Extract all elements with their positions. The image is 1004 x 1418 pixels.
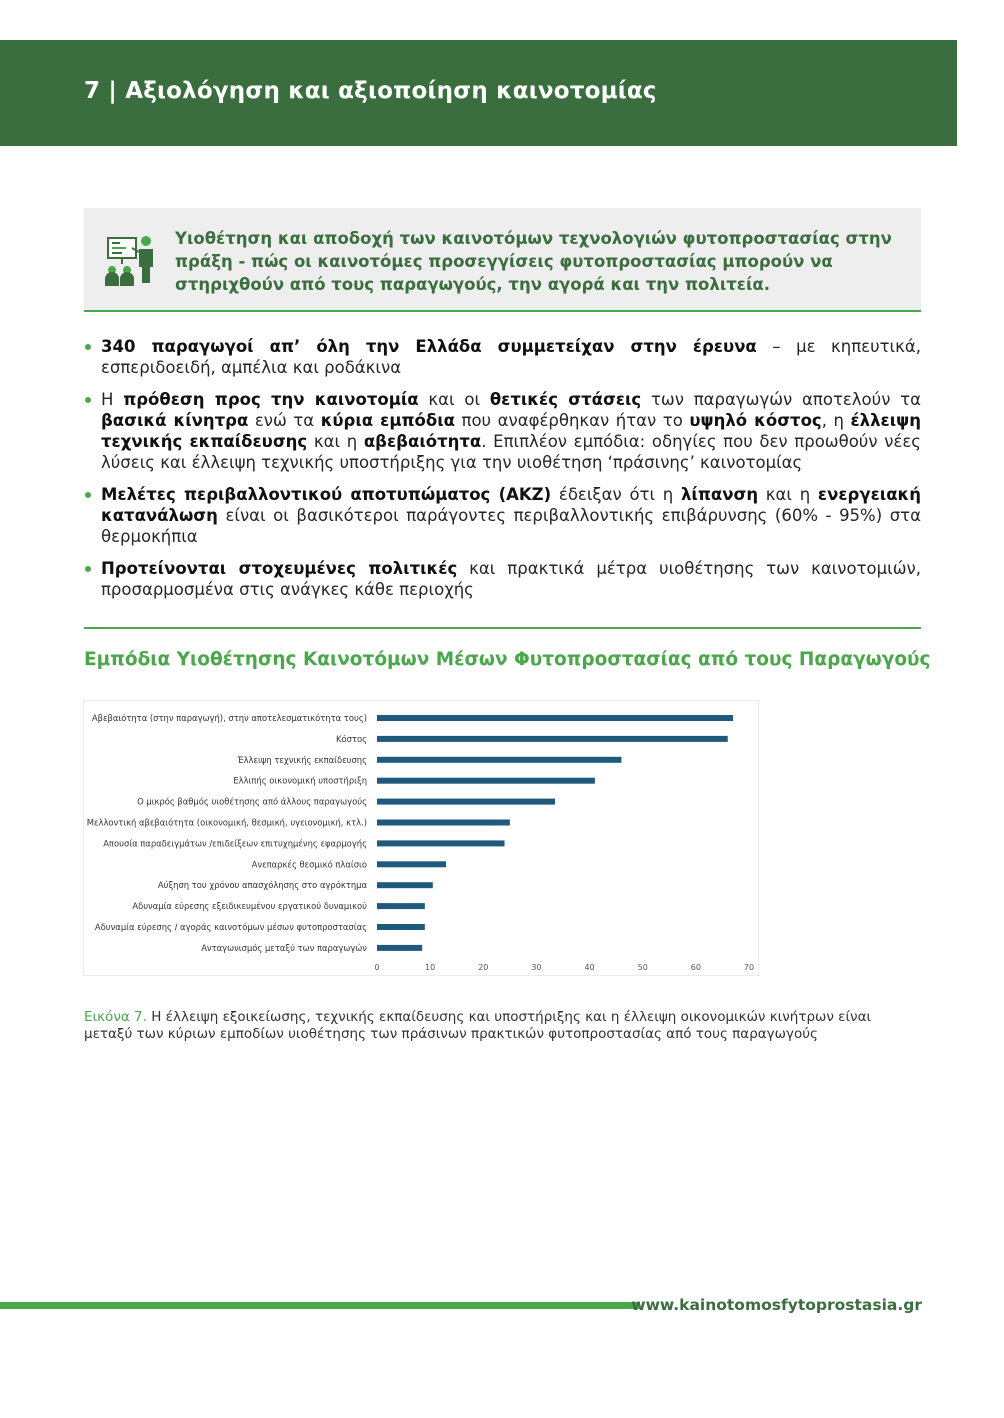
bullet-bold-text: λίπανση — [680, 485, 759, 504]
bar — [377, 715, 733, 721]
bullet-text: . Επιπλέον εμπόδια: οδηγίες που δεν προωθούν νέες λύσεις και έλλειψη τεχνικής υποστήριξης για την υιοθέτηση ‘πράσινης’ καινοτομίας — [101, 432, 921, 472]
bar-chart — [83, 700, 759, 976]
bullet-text: είναι οι βασικότεροι παράγοντες περιβαλλοντικής επιβάρυνσης (60% - 95%) στα θερμοκήπια — [101, 506, 921, 546]
bar — [377, 820, 510, 826]
category-label: Αδυναμία εύρεσης εξειδικευμένου εργατικού δυναμικού — [132, 901, 367, 912]
bullet-bold-text: κύρια εμπόδια — [320, 411, 455, 430]
category-label: Κόστος — [335, 733, 367, 744]
bar — [377, 778, 595, 784]
page-title: 7 | Αξιολόγηση και αξιοποίηση καινοτομίας — [84, 78, 657, 104]
bar — [377, 736, 728, 742]
x-tick-label: 50 — [637, 963, 648, 972]
footer-rule — [0, 1302, 640, 1309]
list-item — [84, 336, 921, 378]
bullet-bold-text: 340 παραγωγοί απ’ όλη την Ελλάδα συμμετείχαν στην έρευνα — [101, 337, 757, 356]
bullet-bold-text: θετικές στάσεις — [489, 390, 642, 409]
bar — [377, 903, 425, 909]
callout-box — [84, 208, 921, 312]
section-divider — [84, 627, 921, 629]
category-label: Ελλιπής οικονομική υποστήριξη — [233, 775, 367, 786]
category-label: Ανταγωνισμός μεταξύ των παραγωγών — [201, 942, 367, 953]
category-label: Αδυναμία εύρεσης / αγοράς καινοτόμων μέσων φυτοπροστασίας — [94, 922, 367, 932]
x-tick-label: 40 — [584, 963, 595, 972]
bullet-bold-text: Μελέτες περιβαλλοντικού αποτυπώματος (ΑΚΖ) — [101, 485, 552, 504]
bar — [377, 924, 425, 930]
bullet-bold-text: Προτείνονται στοχευμένες πολιτικές — [101, 559, 458, 578]
teacher-presentation-icon — [102, 232, 156, 288]
bar — [377, 861, 446, 867]
bar — [377, 799, 555, 805]
category-label: Αύξηση του χρόνου απασχόλησης στο αγρόκτημα — [157, 880, 367, 891]
chart-section-title: Εμπόδια Υιοθέτησης Καινοτόμων Μέσων Φυτοπροστασίας από τους Παραγωγούς — [84, 649, 931, 670]
category-label: Έλλειψη τεχνικής εκπαίδευσης — [237, 754, 367, 765]
category-label: Απουσία παραδειγμάτων /επιδείξεων επιτυχημένης εφαρμογής — [103, 838, 367, 849]
bullet-text: , η — [821, 411, 851, 430]
list-item — [84, 484, 921, 547]
x-tick-label: 30 — [531, 963, 542, 972]
bullet-text: – με κηπευτικά, εσπεριδοειδή, αμπέλια και ροδάκινα — [101, 337, 921, 377]
figure-label: Εικόνα 7. — [84, 1009, 147, 1025]
category-label: Αβεβαιότητα (στην παραγωγή), στην αποτελεσματικότητα τους) — [91, 713, 367, 723]
bullet-bold-text: υψηλό κόστος — [689, 411, 822, 430]
bullet-bold-text: πρόθεση προς την καινοτομία — [123, 390, 419, 409]
bar — [377, 757, 621, 763]
bullet-bold-text: έλλειψη τεχνικής εκπαίδευσης — [101, 411, 921, 451]
figure-caption — [84, 1009, 904, 1043]
bullet-text: που αναφέρθηκαν ήταν το — [454, 411, 690, 430]
bullet-text: Η — [101, 390, 124, 409]
x-tick-label: 20 — [478, 963, 489, 972]
bullet-bold-text: βασικά κίνητρα — [101, 411, 249, 430]
category-label: Μελλοντική αβεβαιότητα (οικονομική, θεσμική, υγειονομική, κτλ.) — [86, 817, 367, 828]
bar — [377, 882, 433, 888]
bullet-text: και οι — [418, 390, 490, 409]
list-item — [84, 558, 921, 600]
bar — [377, 945, 422, 951]
callout-text: Υιοθέτηση και αποδοχή των καινοτόμων τεχνολογιών φυτοπροστασίας στην πράξη - πώς οι καινοτόμες προσεγγίσεις φυτοπροστασίας μπορούν να στηριχθούν από τους παραγωγούς, την αγορά και την πολιτεία. — [175, 229, 892, 294]
bar — [377, 840, 505, 846]
footer-url[interactable]: www.kainotomosfytoprostasia.gr — [631, 1296, 922, 1314]
category-label: Ανεπαρκές θεσμικό πλαίσιο — [251, 859, 367, 870]
bullet-text: των παραγωγών αποτελούν τα — [641, 390, 921, 409]
x-tick-label: 70 — [743, 963, 755, 972]
figure-caption-text: Η έλλειψη εξοικείωσης, τεχνικής εκπαίδευσης και υποστήριξης και η έλλειψη οικονομικών κινήτρων είναι μεταξύ των κύριων εμποδίων υιοθέτησης των πράσινων πρακτικών φυτοπροστασίας από τους παραγωγούς — [84, 1009, 872, 1042]
x-tick-label: 60 — [690, 963, 701, 972]
category-label: Ο μικρός βαθμός υιοθέτησης από άλλους παραγωγούς — [137, 796, 367, 807]
x-tick-label: 0 — [374, 963, 380, 972]
bullet-text: και πρακτικά μέτρα υιοθέτησης των καινοτομιών, προσαρμοσμένα στις ανάγκες κάθε περιοχής — [101, 559, 922, 599]
x-tick-label: 10 — [425, 963, 436, 972]
bullet-list — [84, 336, 921, 611]
list-item — [84, 389, 921, 473]
bullet-bold-text: ενεργειακή κατανάλωση — [101, 485, 921, 525]
bullet-text: ενώ τα — [248, 411, 321, 430]
bullet-text: έδειξαν ότι η — [551, 485, 681, 504]
bullet-text: και η — [307, 432, 364, 451]
bullet-text: και η — [758, 485, 818, 504]
bullet-bold-text: αβεβαιότητα — [363, 432, 482, 451]
